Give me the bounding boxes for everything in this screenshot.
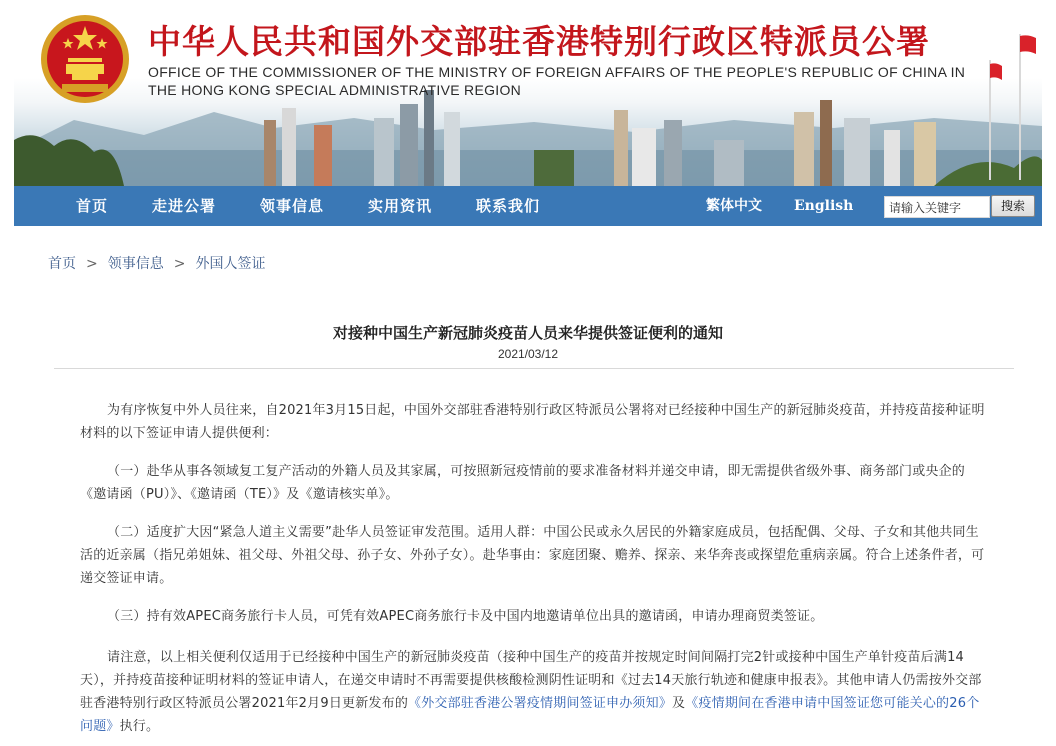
article-paragraph-5 [80,646,985,738]
article-paragraph-3: （二）适度扩大因“紧急人道主义需要”赴华人员签证审发范围。适用人群：中国公民或永久居民的外籍家庭成员，包括配偶、父母、子女和其他共同生活的近亲属（指兄弟姐妹、祖父母、外祖父母、孙子女、外孙子女）。赴华事由：家庭团聚、赡养、探亲、来华奔丧或探望危重病亲属。符合上述条件者，可递交签证申请。 [80,525,985,586]
breadcrumb-separator: > [173,256,186,272]
nav-item-about[interactable]: 走进公署 [152,197,217,215]
flag-icon [978,30,1038,180]
nav-item-info[interactable]: 实用资讯 [368,197,433,215]
breadcrumb [48,253,265,273]
article-paragraph-2: （一）赴华从事各领域复工复产活动的外籍人员及其家属，可按照新冠疫情前的要求准备材料并递交申请，即无需提供省级外事、商务部门或央企的《邀请函（PU）》、《邀请函（TE）》及《邀请核实单》。 [80,464,966,502]
nav-item-contact[interactable]: 联系我们 [476,197,541,215]
article-date: 2021/03/12 [497,347,559,361]
site-title-cn: 中华人民共和国外交部驻香港特别行政区特派员公署 [148,22,930,61]
visa-guide-link[interactable]: 《外交部驻香港公署疫情期间签证申办须知》 [408,696,673,711]
lang-traditional-link[interactable]: 繁体中文 [706,198,762,214]
article-paragraph-4: （三）持有效APEC商务旅行卡人员，可凭有效APEC商务旅行卡及中国内地邀请单位出具的邀请函，申请办理商贸类签证。 [107,609,824,624]
national-emblem-icon [38,12,132,106]
header-banner [14,0,1042,186]
breadcrumb-visa[interactable]: 外国人签证 [195,256,266,272]
article-paragraph-1: 为有序恢复中外人员往来，自2021年3月15日起，中国外交部驻香港特别行政区特派员公署将对已经接种中国生产的新冠肺炎疫苗，并持疫苗接种证明材料的以下签证申请人提供便利： [80,403,985,441]
nav-item-home[interactable]: 首页 [76,197,109,215]
breadcrumb-consular[interactable]: 领事信息 [107,256,164,272]
faq-link[interactable]: 《疫情期间在香港申请中国签证您可能关心的26个问题》 [80,696,980,734]
breadcrumb-separator: > [86,256,98,272]
paragraph-5-end: 执行。 [119,719,160,734]
site-title-en-line1: OFFICE OF THE COMMISSIONER OF THE MINISTRY OF FOREIGN AFFAIRS OF THE PEOPLE'S REPUBLIC OF CHINA IN [148,64,966,80]
paragraph-5-text: 请注意，以上相关便利仅适用于已经接种中国生产的新冠肺炎疫苗（接种中国生产的疫苗并按规定时间间隔打完2针或接种中国生产单针疫苗后满14天），并持疫苗接种证明材料的签证申请人，在递交申请时不再需要提供核酸检测阴性证明和《过去14天旅行轨迹和健康申报表》。其他申请人仍需按外交部驻香港特别行政区特派员公署2021年2月9日更新发布的 [80,650,982,711]
article-title: 对接种中国生产新冠肺炎疫苗人员来华提供签证便利的通知 [332,324,723,342]
site-title-en-line2: THE HONG KONG SPECIAL ADMINISTRATIVE REGION [148,82,522,98]
breadcrumb-home[interactable]: 首页 [48,256,76,272]
divider [54,368,1014,369]
nav-item-consular[interactable]: 领事信息 [260,197,325,215]
lang-english-link[interactable]: English [794,198,854,214]
paragraph-5-mid: 及 [672,696,686,711]
search-input[interactable] [884,196,990,218]
search-button[interactable]: 搜索 [991,195,1035,217]
main-navbar [14,186,1042,226]
